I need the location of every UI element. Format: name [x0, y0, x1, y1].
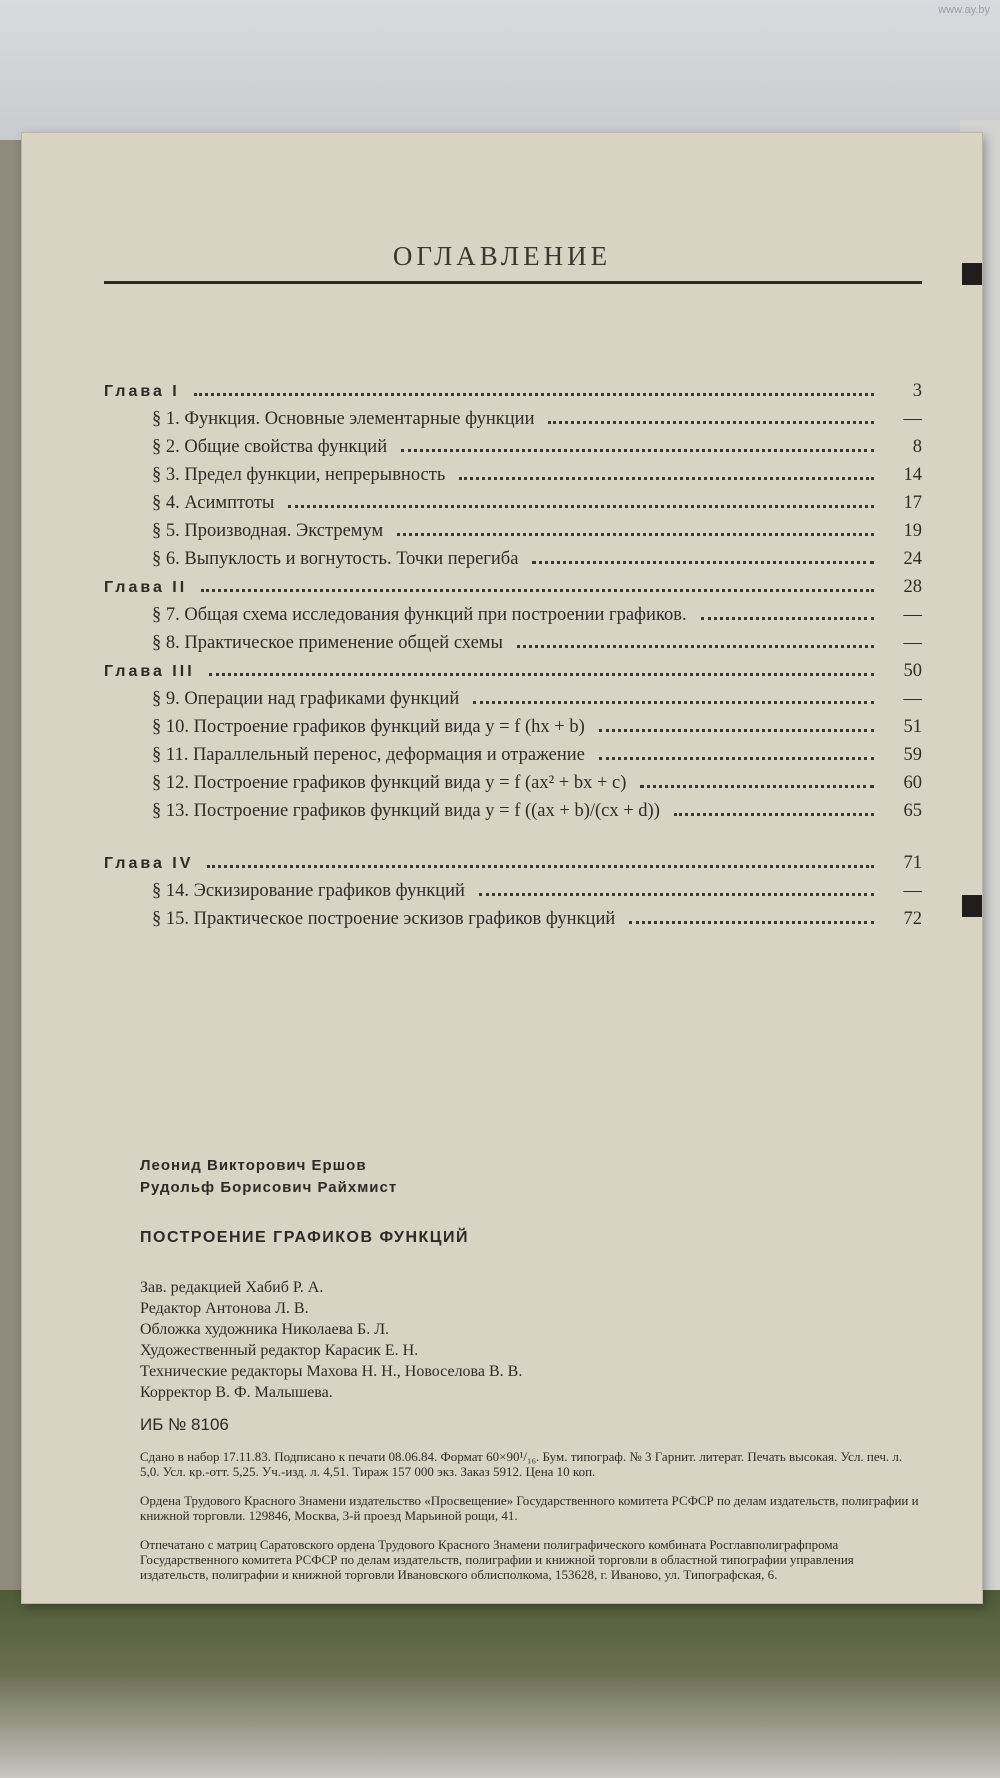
toc-entry-label: Глава III [104, 663, 195, 680]
toc-entry-label: Глава II [104, 579, 188, 596]
toc-section-row [104, 409, 922, 437]
toc-page-number: 72 [903, 909, 922, 929]
toc-entry-label: Глава I [104, 383, 180, 400]
toc-entry-label: § 3. Предел функции, непрерывность [152, 465, 446, 485]
toc-section-row [104, 909, 922, 937]
toc-page-number: 24 [903, 549, 922, 569]
toc-section-row [104, 773, 922, 801]
toc-entry-label: § 14. Эскизирование графиков функций [152, 881, 465, 901]
dot-leader [397, 533, 874, 536]
publisher-info: Ордена Трудового Красного Знамени издательство «Просвещение» Государственного комитета РСФСР по делам издательств, полиграфии и книжной торговли. 129846, Москва, 3-й проезд Марьиной рощи, 41. [140, 1493, 919, 1523]
dot-leader [479, 893, 874, 896]
toc-section-row [104, 689, 922, 717]
toc-section-row [104, 549, 922, 577]
dot-leader [599, 729, 874, 732]
dot-leader [201, 589, 874, 592]
page-title: ОГЛАВЛЕНИЕ [392, 241, 612, 271]
author-name: Леонид Викторович Ершов [140, 1157, 367, 1174]
toc-page-number: 8 [912, 437, 922, 457]
staff-list [140, 1277, 920, 1403]
toc-section-row [104, 633, 922, 661]
dot-leader [207, 865, 874, 868]
toc-section-row [104, 437, 922, 465]
toc-chapter-row [104, 661, 922, 689]
background-top [0, 0, 1000, 140]
print-details: Сдано в набор 17.11.83. Подписано к печати 08.06.84. Формат 60×90¹/₁₆. Бум. типограф. № 3 Гарнит. литерат. Печать высокая. Усл. печ. л. 5,0. Усл. кр.-отт. 5,25. Уч.-изд. л. 4,51. Тираж 157 000 экз. Заказ 5912. Цена 10 коп. [140, 1449, 903, 1479]
toc-page-number: — [903, 881, 922, 901]
toc-chapter-row [104, 577, 922, 605]
title-rule [104, 281, 922, 284]
toc-entry-label: § 6. Выпуклость и вогнутость. Точки перегиба [152, 549, 519, 569]
toc-entry-label: § 11. Параллельный перенос, деформация и отражение [152, 745, 585, 765]
toc-entry-label: Глава IV [104, 855, 194, 872]
toc-chapter-row [104, 853, 922, 881]
toc-section-row [104, 881, 922, 909]
toc-entry-label: § 8. Практическое применение общей схемы [152, 633, 503, 653]
staff-line: Художественный редактор Карасик Е. Н. [140, 1342, 419, 1359]
dot-leader [701, 617, 874, 620]
toc-entry-label: § 4. Асимптоты [152, 493, 275, 513]
dot-leader [674, 813, 874, 816]
toc-section-row [104, 605, 922, 633]
toc-section-row [104, 493, 922, 521]
table-of-contents [104, 381, 922, 937]
toc-page-number: 28 [903, 577, 922, 597]
imprint [140, 1155, 920, 1582]
watermark: www.ay.by [938, 4, 990, 16]
dot-leader [629, 921, 874, 924]
toc-section-row [104, 465, 922, 493]
background-bottom [0, 1590, 1000, 1778]
book-page [22, 133, 982, 1603]
toc-page-number: — [903, 409, 922, 429]
toc-entry-label: § 7. Общая схема исследования функций при построении графиков. [152, 605, 687, 625]
dot-leader [640, 785, 874, 788]
toc-section-row [104, 521, 922, 549]
toc-section-row [104, 801, 922, 853]
page-edge-mark [962, 895, 982, 917]
toc-page-number: — [903, 689, 922, 709]
dot-leader [517, 645, 874, 648]
toc-entry-label: § 2. Общие свойства функций [152, 437, 388, 457]
toc-entry-label: § 12. Построение графиков функций вида y = f (ax² + bx + c) [152, 773, 627, 793]
staff-line: Редактор Антонова Л. В. [140, 1300, 309, 1317]
dot-leader [401, 449, 874, 452]
toc-entry-label: § 13. Построение графиков функций вида y = f ((ax + b)/(cx + d)) [152, 801, 660, 821]
staff-line: Зав. редакцией Хабиб Р. А. [140, 1279, 324, 1296]
staff-line: Обложка художника Николаева Б. Л. [140, 1321, 390, 1338]
toc-chapter-row [104, 381, 922, 409]
toc-page-number: 71 [903, 853, 922, 873]
toc-entry-label: § 9. Операции над графиками функций [152, 689, 460, 709]
toc-page-number: 50 [903, 661, 922, 681]
toc-entry-label: § 5. Производная. Экстремум [152, 521, 384, 541]
toc-page-number: 19 [903, 521, 922, 541]
dot-leader [473, 701, 874, 704]
toc-section-row [104, 745, 922, 773]
toc-entry-label: § 15. Практическое построение эскизов графиков функций [152, 909, 616, 929]
toc-page-number: 65 [903, 801, 922, 821]
dot-leader [548, 421, 874, 424]
dot-leader [194, 393, 874, 396]
dot-leader [532, 561, 874, 564]
toc-page-number: — [903, 633, 922, 653]
toc-page-number: 14 [903, 465, 922, 485]
toc-page-number: 51 [903, 717, 922, 737]
printer-info: Отпечатано с матриц Саратовского ордена Трудового Красного Знамени полиграфического комбината Росглавполиграфпрома Государственного комитета РСФСР по делам издательств, полиграфии и книжной торговли в областной типографии управления издательств, полиграфии и книжной торговли Ивановского облисполкома, 153628, г. Иваново, ул. Типографская, 6. [140, 1537, 854, 1582]
staff-line: Корректор В. Ф. Малышева. [140, 1384, 333, 1401]
dot-leader [288, 505, 874, 508]
dot-leader [599, 757, 874, 760]
dot-leader [209, 673, 874, 676]
toc-page-number: 3 [912, 381, 922, 401]
toc-page-number: 60 [903, 773, 922, 793]
toc-section-row [104, 717, 922, 745]
toc-page-number: — [903, 605, 922, 625]
toc-page-number: 17 [903, 493, 922, 513]
dot-leader [459, 477, 874, 480]
book-title: ПОСТРОЕНИЕ ГРАФИКОВ ФУНКЦИЙ [140, 1229, 469, 1246]
staff-line: Технические редакторы Махова Н. Н., Новоселова В. В. [140, 1363, 523, 1380]
toc-page-number: 59 [903, 745, 922, 765]
toc-entry-label: § 1. Функция. Основные элементарные функции [152, 409, 535, 429]
ib-number: ИБ № 8106 [140, 1415, 229, 1434]
author-name: Рудольф Борисович Райхмист [140, 1179, 398, 1196]
toc-entry-label: § 10. Построение графиков функций вида y = f (hx + b) [152, 717, 585, 737]
